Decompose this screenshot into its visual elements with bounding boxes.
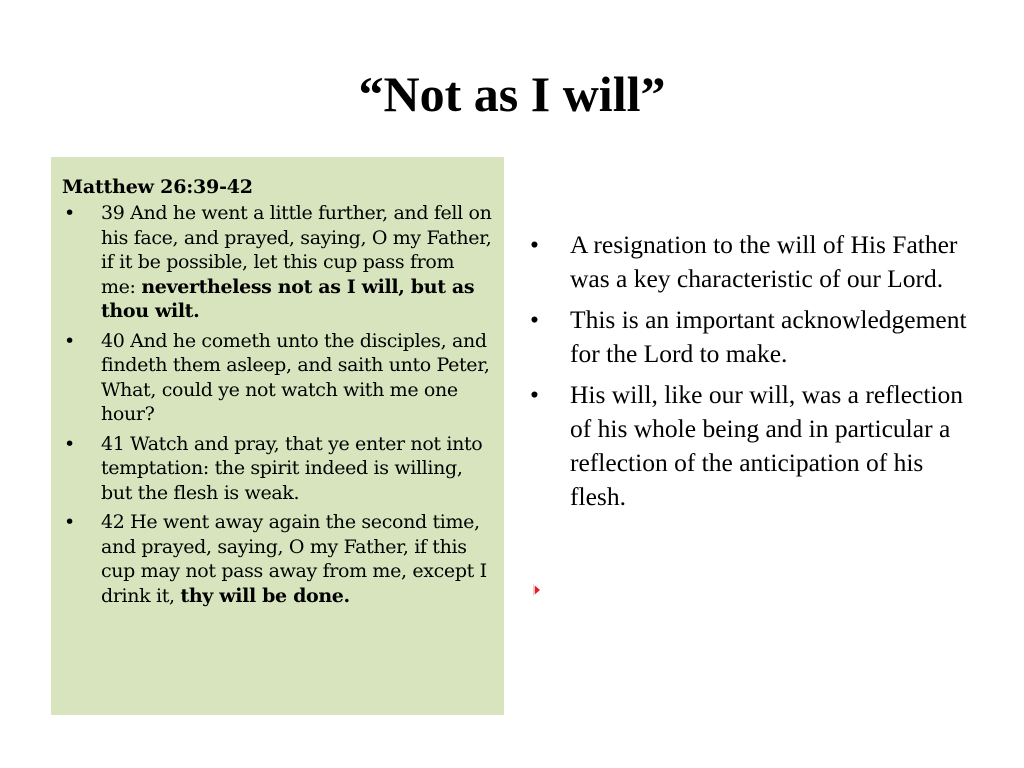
bullet: • xyxy=(64,329,75,352)
verse-emphasis: nevertheless not as I will, but as thou wilt. xyxy=(101,275,475,322)
scripture-box xyxy=(51,157,504,715)
bullet: • xyxy=(64,202,75,224)
point-text: His will, like our will, was a reflection of his whole being and in particular a reflection of the anticipation of his flesh. xyxy=(570,380,964,511)
verse-item-42 xyxy=(62,510,494,608)
bullet: • xyxy=(64,432,75,455)
bullet: • xyxy=(64,511,75,533)
verse-emphasis: thy will be done. xyxy=(180,584,350,607)
verse-text: 41 Watch and pray, that ye enter not into temptation: the spirit indeed is willing, but the flesh is weak. xyxy=(101,432,483,504)
point-text: This is an important acknowledgement for the Lord to make. xyxy=(570,305,967,368)
verse-list xyxy=(62,201,494,608)
point-item-acknowledgement xyxy=(530,303,980,371)
bullet: • xyxy=(530,230,539,259)
verse-text: 39 And he went a little further, and fell on his face, and prayed, saying, O my Father, if it be possible, let this cup pass from me: xyxy=(101,202,492,298)
verse-item-40 xyxy=(62,329,494,427)
text-cursor-icon[interactable] xyxy=(530,582,544,598)
verse-text: 42 He went away again the second time, and prayed, saying, O my Father, if this cup may not pass away from me, except I drink it, xyxy=(101,511,487,607)
slide-title: “Not as I will” xyxy=(358,66,666,122)
point-item-reflection xyxy=(530,378,980,514)
bullet: • xyxy=(530,305,539,334)
point-item-resignation xyxy=(530,228,980,296)
points-list xyxy=(530,228,980,521)
point-text: A resignation to the will of His Father was a key characteristic of our Lord. xyxy=(570,230,958,293)
bullet: • xyxy=(530,380,539,409)
verse-item-41 xyxy=(62,432,494,506)
verse-text: 40 And he cometh unto the disciples, and findeth them asleep, and saith unto Peter, What, could ye not watch with me one hour? xyxy=(101,329,490,425)
scripture-heading: Matthew 26:39-42 xyxy=(62,176,253,198)
verse-item-39 xyxy=(62,201,494,324)
